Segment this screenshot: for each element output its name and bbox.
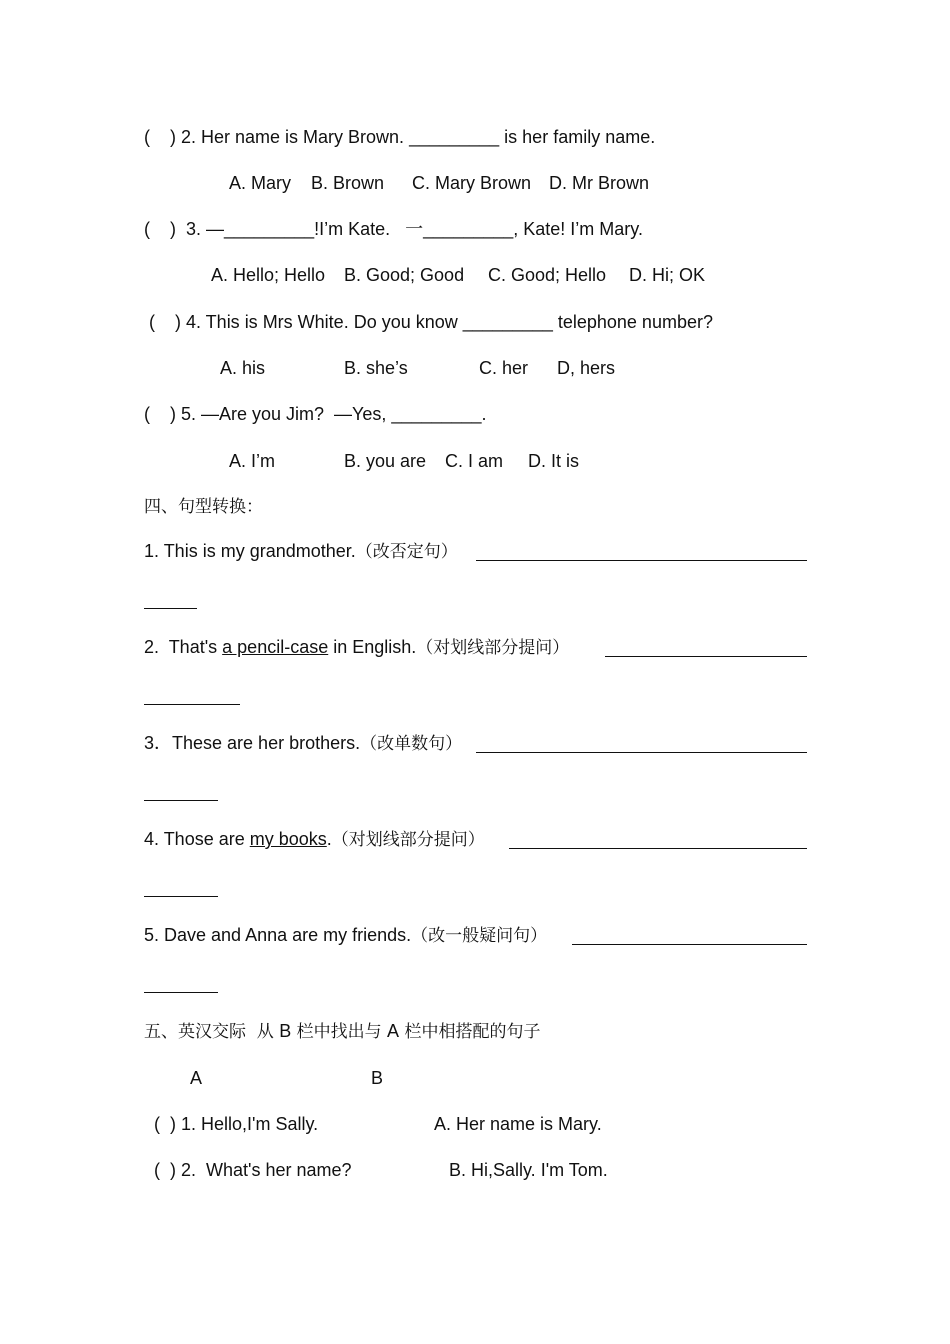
transform-item-text: 4. Those are (144, 829, 250, 849)
answer-line[interactable] (605, 656, 807, 657)
transform-item-text: 1. This is my grandmother. (144, 541, 356, 561)
question-5 (144, 403, 487, 425)
question-2-prefix: ( ) 2. Her name is Mary Brown. (144, 127, 410, 147)
transform-item-3 (144, 732, 462, 755)
question-4-option-a: A. his (220, 358, 266, 378)
match-left-item-1: ( ) 1. Hello,I'm Sally. (154, 1114, 319, 1134)
question-5-option-d: D. It is (528, 451, 580, 471)
question-3-prefix: ( ) 3. — (144, 219, 225, 239)
question-2-option-a: A. Mary (229, 173, 292, 193)
answer-line[interactable] (144, 896, 218, 897)
transform-item-note: （对划线部分提问） (416, 638, 570, 658)
section-5-title (144, 1020, 540, 1043)
question-4-option-c: C. her (479, 358, 529, 378)
column-a-header: A (190, 1068, 203, 1088)
answer-blank[interactable]: _________ (462, 312, 553, 332)
transform-item-5 (144, 924, 547, 947)
question-5-prefix: ( ) 5. —Are you Jim? —Yes, (144, 404, 392, 424)
transform-item-note: （改否定句） (355, 542, 458, 562)
answer-line[interactable] (144, 608, 197, 609)
answer-line[interactable] (476, 752, 807, 753)
transform-item-note: （改单数句） (360, 734, 463, 754)
question-2 (144, 126, 655, 148)
section-5-title-text: B (279, 1021, 292, 1041)
transform-item-2 (144, 636, 569, 659)
transform-item-text: 3．These are her brothers. (144, 733, 361, 753)
answer-blank[interactable]: _________ (391, 404, 482, 424)
question-3 (144, 218, 643, 240)
transform-item-note: （对划线部分提问） (331, 830, 485, 850)
answer-line[interactable] (509, 848, 807, 849)
match-right-item-b: B. Hi,Sally. I'm Tom. (449, 1160, 608, 1180)
question-2-option-b: B. Brown (311, 173, 385, 193)
match-right-item-a: A. Her name is Mary. (434, 1114, 602, 1134)
transform-item-text: . (326, 829, 332, 849)
answer-blank[interactable]: _________ (409, 127, 500, 147)
transform-item-text: 5. Dave and Anna are my friends. (144, 925, 412, 945)
question-3-option-b: B. Good; Good (344, 265, 465, 285)
transform-item-1 (144, 540, 458, 563)
underlined-phrase: a pencil-case (222, 637, 329, 657)
question-3-option-a: A. Hello; Hello (211, 265, 326, 285)
underlined-phrase: my books (249, 829, 327, 849)
answer-line[interactable] (144, 992, 218, 993)
transform-item-text: in English. (328, 637, 417, 657)
question-3-middle: !I’m Kate. 一 (314, 219, 424, 239)
question-4 (144, 311, 713, 333)
section-4-title: 四、句型转换： (144, 497, 263, 517)
question-5-suffix: . (481, 404, 487, 424)
question-2-option-c: C. Mary Brown (412, 173, 532, 193)
section-5-title-text: 五、英汉交际 从 (144, 1022, 280, 1042)
transform-item-note: （改一般疑问句） (411, 926, 548, 946)
answer-line[interactable] (476, 560, 807, 561)
question-4-suffix: telephone number? (552, 312, 713, 332)
question-3-option-c: C. Good; Hello (488, 265, 607, 285)
answer-line[interactable] (572, 944, 807, 945)
transform-item-4 (144, 828, 485, 851)
question-2-option-d: D. Mr Brown (549, 173, 650, 193)
question-3-option-d: D. Hi; OK (629, 265, 706, 285)
question-5-option-c: C. I am (445, 451, 504, 471)
question-4-prefix: ( ) 4. This is Mrs White. Do you know (144, 312, 463, 332)
question-3-suffix: , Kate! I’m Mary. (513, 219, 643, 239)
question-4-option-b: B. she’s (344, 358, 408, 378)
section-5-title-text: A (387, 1021, 400, 1041)
match-left-item-2: ( ) 2. What's her name? (154, 1160, 352, 1180)
transform-item-text: 2. That's (144, 637, 223, 657)
section-5-title-text: 栏中找出与 (291, 1022, 388, 1042)
answer-line[interactable] (144, 704, 240, 705)
question-2-suffix: is her family name. (499, 127, 656, 147)
question-4-option-d: D, hers (557, 358, 616, 378)
section-5-title-text: 栏中相搭配的句子 (399, 1022, 541, 1042)
column-b-header: B (371, 1068, 384, 1088)
question-5-option-b: B. you are (344, 451, 427, 471)
answer-blank[interactable]: _________ (423, 219, 514, 239)
answer-line[interactable] (144, 800, 218, 801)
question-5-option-a: A. I’m (229, 451, 276, 471)
answer-blank[interactable]: _________ (224, 219, 315, 239)
